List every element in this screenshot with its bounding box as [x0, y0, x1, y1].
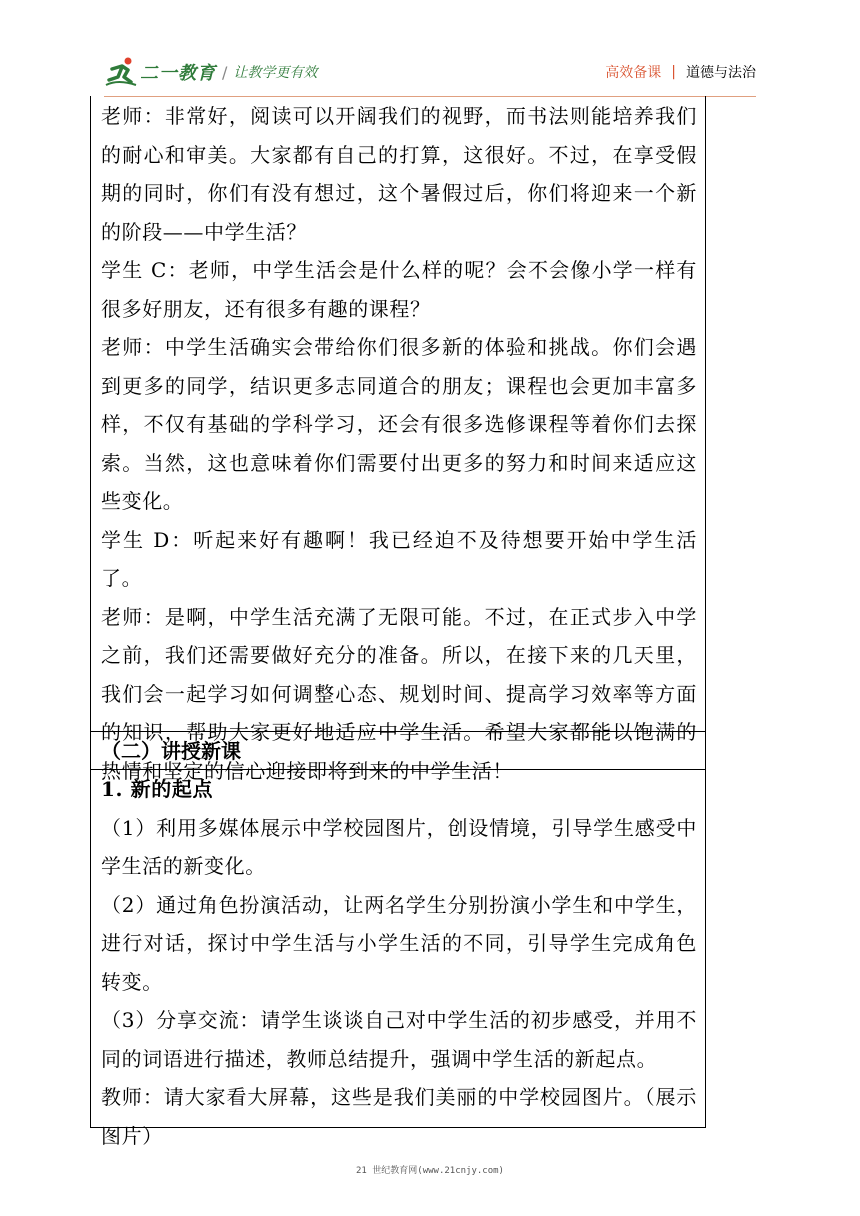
lesson-badge: 高效备课 [605, 65, 662, 81]
step-paragraph: （2）通过角色扮演活动，让两名学生分别扮演小学生和中学生，进行对话，探讨中学生活与小学生活的不同，引导学生完成角色转变。 [101, 892, 697, 994]
running-figure-icon [104, 55, 138, 89]
step-paragraph: 教师：请大家看大屏幕，这些是我们美丽的中学校园图片。（展示图片） [101, 1085, 697, 1148]
step-paragraph: （1）利用多媒体展示中学校园图片，创设情境，引导学生感受中学生活的新变化。 [101, 815, 697, 878]
logo-name: 二一教育 [140, 63, 216, 84]
header-tags [605, 62, 756, 82]
dialogue-line: 学生 C：老师，中学生活会是什么样的呢？会不会像小学一样有很多好朋友，还有很多有趣的课程？ [101, 258, 697, 321]
content-cell [91, 770, 705, 1148]
brand-logo [104, 52, 317, 92]
section-title: （二）讲授新课 [101, 739, 241, 763]
page-header [0, 0, 860, 100]
subject-label: 道德与法治 [686, 65, 756, 81]
dialogue-line: 老师：是啊，中学生活充满了无限可能。不过，在正式步入中学之前，我们还需要做好充分的准备。所以，在接下来的几天里，我们会一起学习如何调整心态、规划时间、提高学习效率等方面的知识，帮助大家更好地适应中学生活。希望大家都能以饱满的热情和坚定的信心迎接即将到来的中学生活！ [101, 604, 697, 783]
header-separator: | [671, 64, 676, 80]
section-cell [91, 732, 705, 770]
dialogue-line: 老师：非常好，阅读可以开阔我们的视野，而书法则能培养我们的耐心和审美。大家都有自己的打算，这很好。不过，在享受假期的同时，你们有没有想过，这个暑假过后，你们将迎来一个新的阶段——中学生活？ [101, 104, 697, 244]
dialogue-line: 学生 D：听起来好有趣啊！我已经迫不及待想要开始中学生活了。 [101, 527, 697, 590]
logo-slogan: 让教学更有效 [233, 65, 318, 81]
step-paragraph: （3）分享交流：请学生谈谈自己对中学生活的初步感受，并用不同的词语进行描述，教师总结提升，强调中学生活的新起点。 [101, 1008, 697, 1071]
page-footer: 21 世纪教育网(www.21cnjy.com) [356, 1166, 504, 1176]
lesson-table [90, 96, 706, 1148]
logo-divider: / [222, 62, 228, 82]
subsection-title: 1. 新的起点 [101, 777, 214, 801]
dialogue-line: 老师：中学生活确实会带给你们很多新的体验和挑战。你们会遇到更多的同学，结识更多志同道合的朋友；课程也会更加丰富多样，不仅有基础的学科学习，还会有很多选修课程等着你们去探索。当然，这也意味着你们需要付出更多的努力和时间来适应这些变化。 [101, 335, 697, 513]
